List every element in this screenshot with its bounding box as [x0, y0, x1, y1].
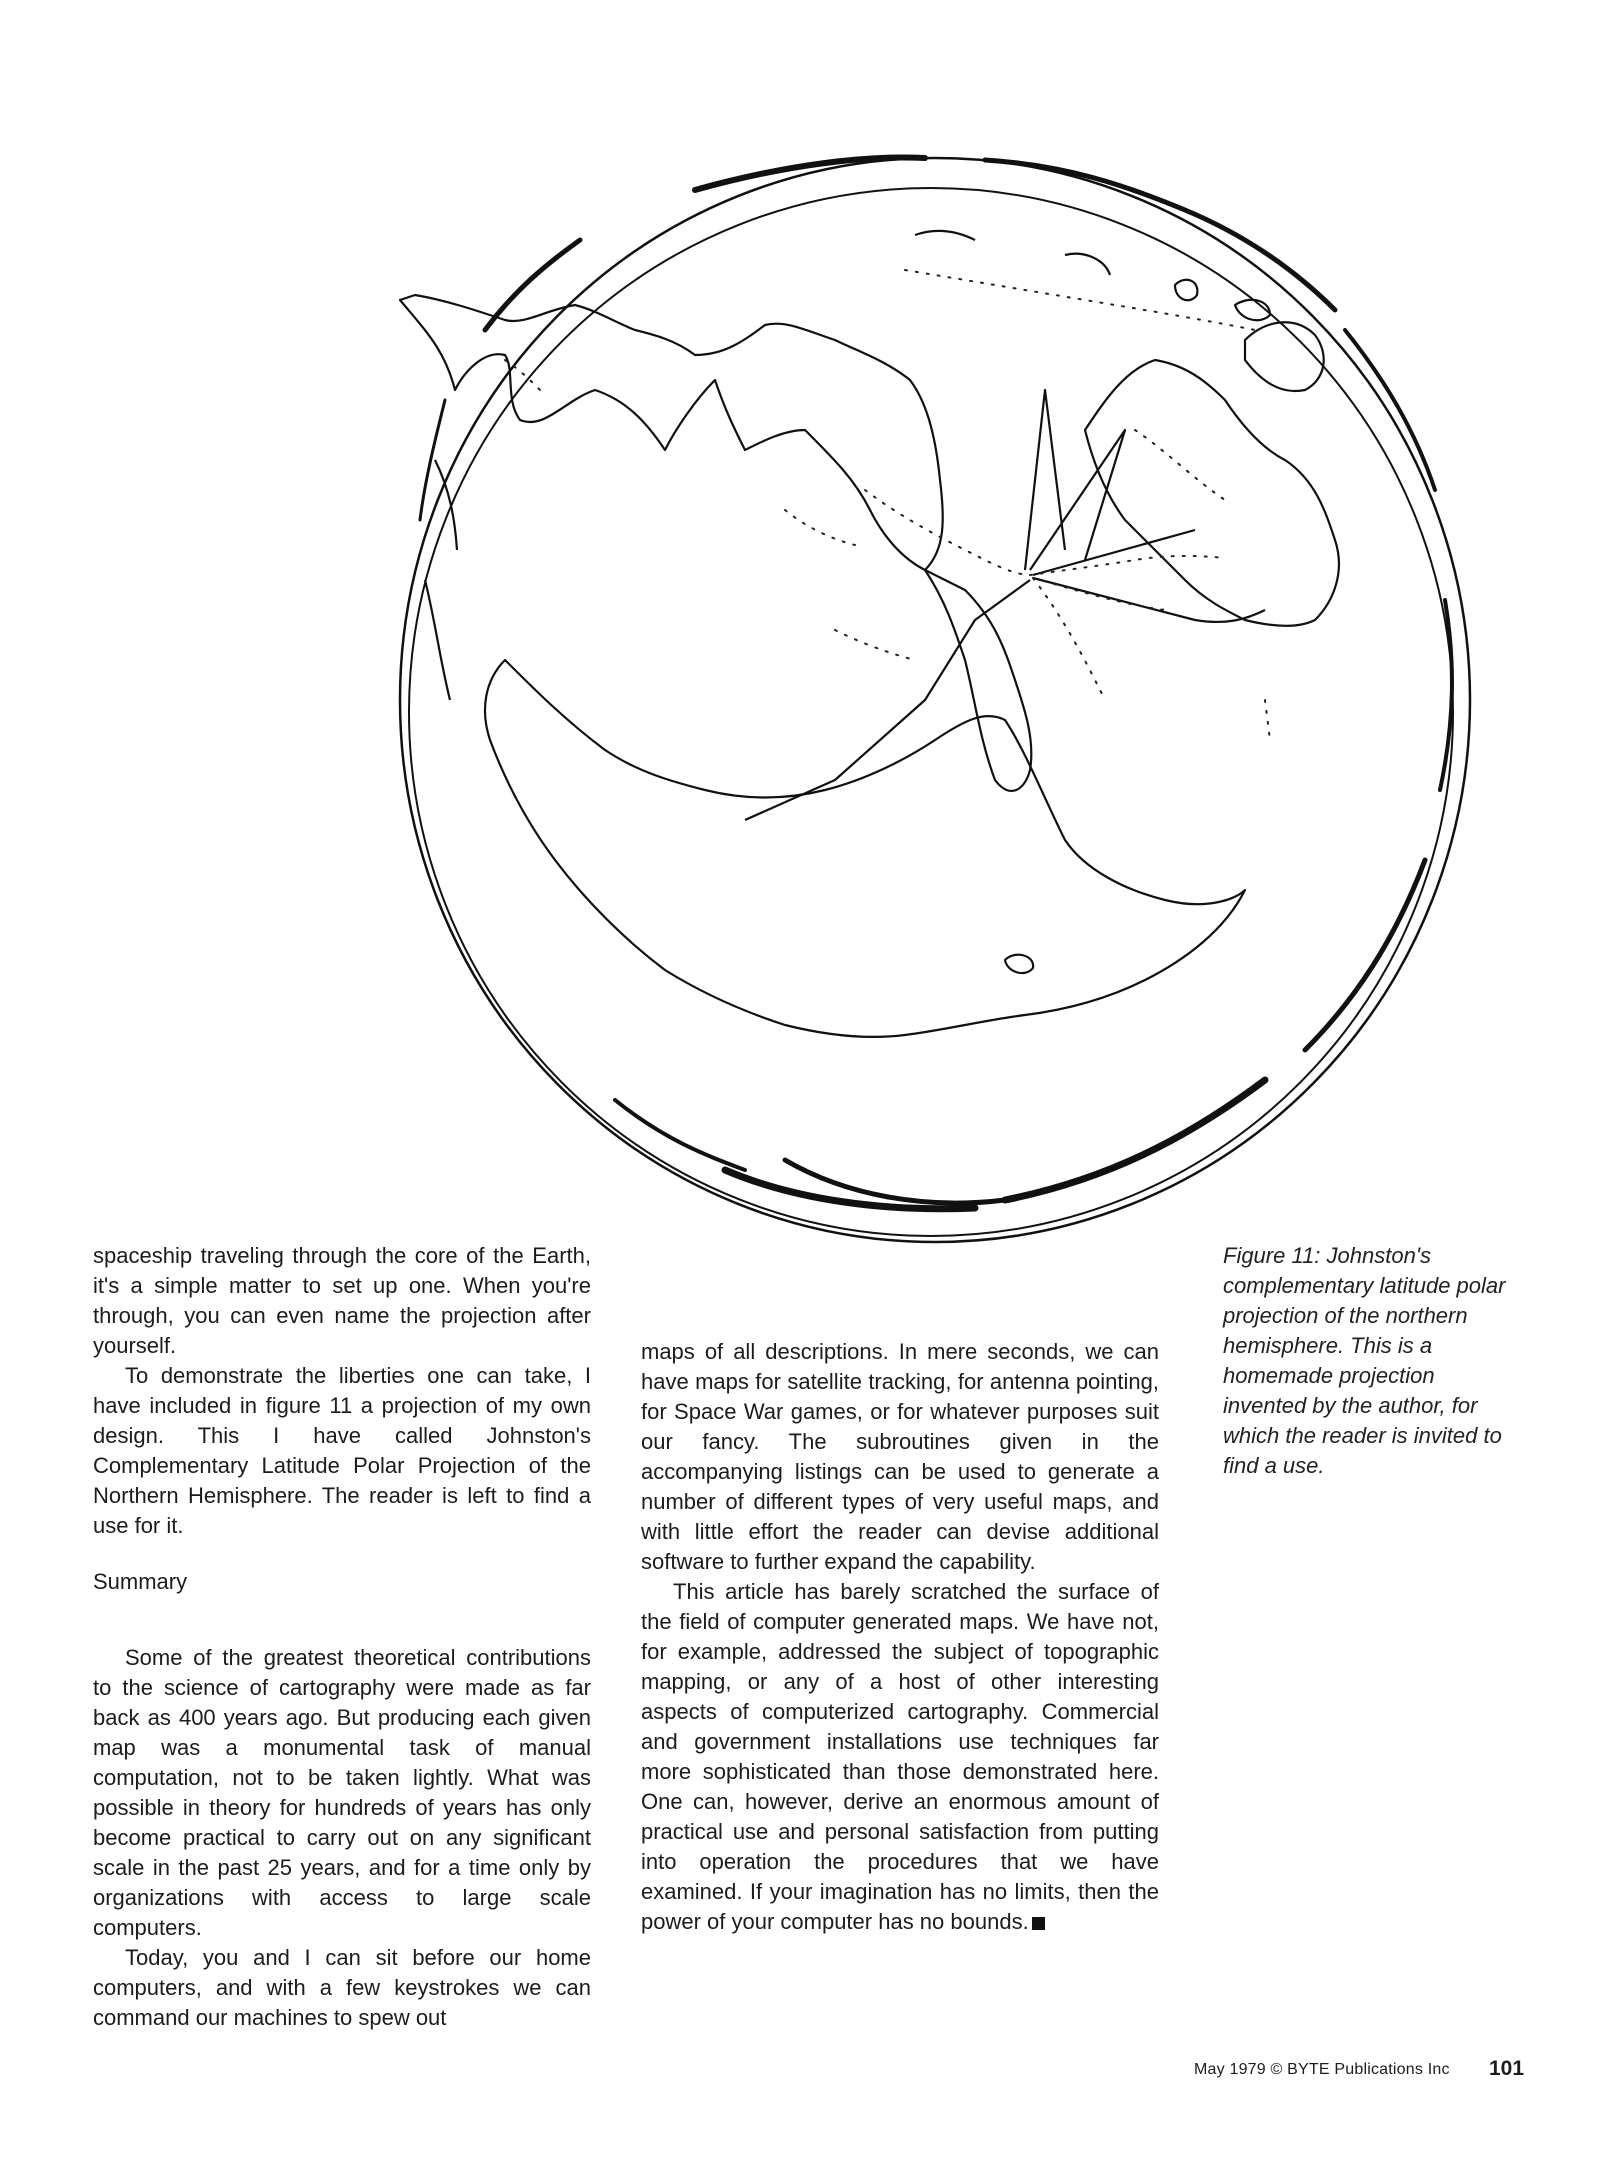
landmass-upper-right — [1245, 322, 1324, 391]
converging-line-1 — [1025, 390, 1065, 570]
landmass-lower — [485, 660, 1245, 1037]
paragraph-text: This article has barely scratched the surface of the field of computer generated maps. We have not, for example, addressed the subject of topographic mapping, or any of a host of other interesting aspects of computerized cartography. Commercial and government installations use techniques far more sophisticated than those demonstrated here. One can, however, derive an enormous amount of practical use and personal satisfaction from putting into operation the procedures that we have examined. If your imagination has no limits, then the power of your computer has no bounds. — [641, 1579, 1159, 1934]
continent-outlines — [400, 231, 1339, 1037]
paragraph — [641, 1577, 1159, 1937]
dotted-tracks — [505, 270, 1270, 740]
paragraph: maps of all descriptions. In mere seconds, we can have maps for satellite tracking, for antenna pointing, for Space War games, or for whatever purposes suit our fancy. The subroutines given in the accompanying listings can be used to generate a number of different types of very useful maps, and with little effort the reader can devise additional software to further expand the capability. — [641, 1339, 1159, 1574]
island-3 — [1005, 955, 1033, 973]
paragraph: Some of the greatest theoretical contributions to the science of cartography were made as far back as 400 years ago. But producing each given map was a monumental task of manual computation, not to be taken lightly. What was possible in theory for hundreds of years has only become practical to carry out on any significant scale in the past 25 years, and for a time only by organizations with access to large scale computers. — [93, 1645, 591, 1940]
globe-outer-rim — [400, 158, 1470, 1242]
coast-left-2 — [425, 580, 450, 700]
paragraph: spaceship traveling through the core of the Earth, it's a simple matter to set up one. When you're through, you can even name the projection after yourself. — [93, 1243, 591, 1358]
left-text-column — [93, 1241, 591, 2033]
paragraph: Today, you and I can sit before our home computers, and with a few keystrokes we can command our machines to spew out — [93, 1945, 591, 2030]
landmass-africa — [925, 570, 1031, 791]
section-heading-summary: Summary — [93, 1569, 188, 1594]
island-5 — [1065, 254, 1110, 275]
figure-caption: Figure 11: Johnston's complementary latitude polar projection of the northern hemisphere. This is a homemade projection invented by the author, for which the reader is invited to find a use. — [1223, 1243, 1506, 1478]
island-4 — [915, 231, 975, 240]
footer-credit: May 1979 © BYTE Publications Inc — [1194, 2061, 1450, 2078]
landmass-right — [1085, 360, 1339, 626]
converging-line-4 — [1033, 578, 1265, 622]
converging-line-3 — [1033, 530, 1195, 575]
paragraph: To demonstrate the liberties one can take, I have included in figure 11 a projection of my own design. This I have called Johnston's Complementary Latitude Polar Projection of the Northern Hemisphere. The reader is left to find a use for it. — [93, 1363, 591, 1538]
middle-text-column — [641, 1337, 1159, 1937]
end-of-article-mark — [1032, 1917, 1045, 1930]
page-number: 101 — [1489, 2057, 1525, 2080]
projection-map-figure — [365, 100, 1505, 1300]
island-1 — [1175, 280, 1197, 300]
landmass-asia — [400, 295, 943, 570]
globe-inner-rim — [409, 188, 1453, 1236]
